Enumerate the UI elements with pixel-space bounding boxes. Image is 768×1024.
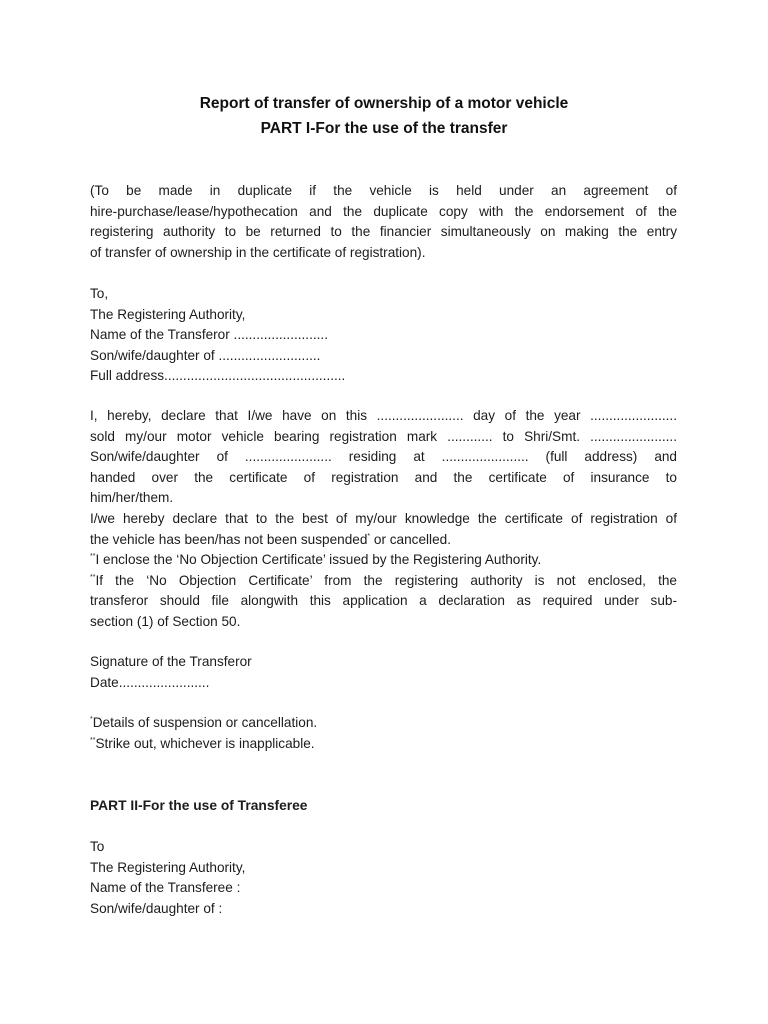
- enclose-noc-line: [90, 550, 677, 571]
- footnote-text: Strike out, whichever is inapplicable.: [95, 735, 315, 751]
- intro-line: of transfer of ownership in the certificate of registration).: [90, 244, 426, 260]
- transferee-address-block: [90, 837, 677, 919]
- declaration-line: I, hereby, declare that I/we have on this ....................... day of the year .......................: [90, 408, 677, 423]
- address-authority: The Registering Authority,: [90, 306, 246, 322]
- declaration-line: him/her/them.: [90, 490, 174, 506]
- transferor-address-field: Full address................................................: [90, 368, 346, 384]
- signature-block: [90, 652, 677, 693]
- transferor-address-block: [90, 284, 677, 387]
- noc-line: section (1) of Section 50.: [90, 613, 241, 629]
- footnote-text: Details of suspension or cancellation.: [92, 715, 318, 730]
- part2-heading: PART II-For the use of Transferee: [90, 798, 308, 813]
- enclose-noc-text: I enclose the ‘No Objection Certificate’ issued by the Registering Authority.: [95, 552, 542, 568]
- footnote-marker: **: [90, 573, 96, 581]
- address-authority: The Registering Authority,: [90, 859, 246, 875]
- part1-title: PART I-For the use of the transfer: [260, 120, 508, 137]
- footnote: [90, 734, 677, 755]
- intro-line: (To be made in duplicate if the vehicle is held under an agreement of: [90, 183, 677, 198]
- address-to: To,: [90, 286, 109, 301]
- transferor-relation-field: Son/wife/daughter of ...........................: [90, 347, 321, 363]
- address-to: To: [90, 839, 105, 854]
- footnote-marker: *: [90, 716, 93, 723]
- noc-line: transferor should file alongwith this application a declaration as required under sub-: [90, 593, 677, 609]
- transferee-name-field: Name of the Transferee :: [90, 880, 241, 896]
- footnote-marker: **: [90, 736, 96, 744]
- noc-text: If the ‘No Objection Certificate’ from the registering authority is not enclosed, the: [95, 572, 677, 588]
- footnotes: [90, 713, 677, 754]
- declaration2-line: I/we hereby declare that to the best of my/our knowledge the certificate of registration of: [90, 510, 677, 526]
- declaration-line: handed over the certificate of registration and the certificate of insurance to: [90, 469, 677, 485]
- intro-line: hire-purchase/lease/hypothecation and the duplicate copy with the endorsement of the: [90, 203, 677, 219]
- footnote-marker: **: [90, 553, 96, 561]
- transferor-name-field: Name of the Transferor .........................: [90, 327, 328, 343]
- declaration-line: Son/wife/daughter of ....................... residing at ....................... (full address) and: [90, 449, 677, 465]
- transferee-relation-field: Son/wife/daughter of :: [90, 900, 223, 916]
- suspended-text: the vehicle has been/has not been suspended: [90, 531, 368, 547]
- intro-line: registering authority to be returned to the financier simultaneously on making the entry: [90, 224, 677, 240]
- document-title: Report of transfer of ownership of a motor vehicle: [199, 95, 569, 112]
- footnote: [90, 713, 677, 734]
- intro-paragraph: [90, 181, 677, 263]
- signature-label: Signature of the Transferor: [90, 654, 252, 669]
- footnote-marker: *: [367, 532, 371, 540]
- cancelled-text: or cancelled.: [370, 531, 451, 547]
- declaration-paragraph: [90, 406, 677, 633]
- declaration-line: sold my/our motor vehicle bearing registration mark ............ to Shri/Smt. .......................: [90, 428, 677, 444]
- date-field: Date........................: [90, 674, 210, 690]
- noc-line: [90, 571, 677, 592]
- declaration2-line: [90, 530, 677, 551]
